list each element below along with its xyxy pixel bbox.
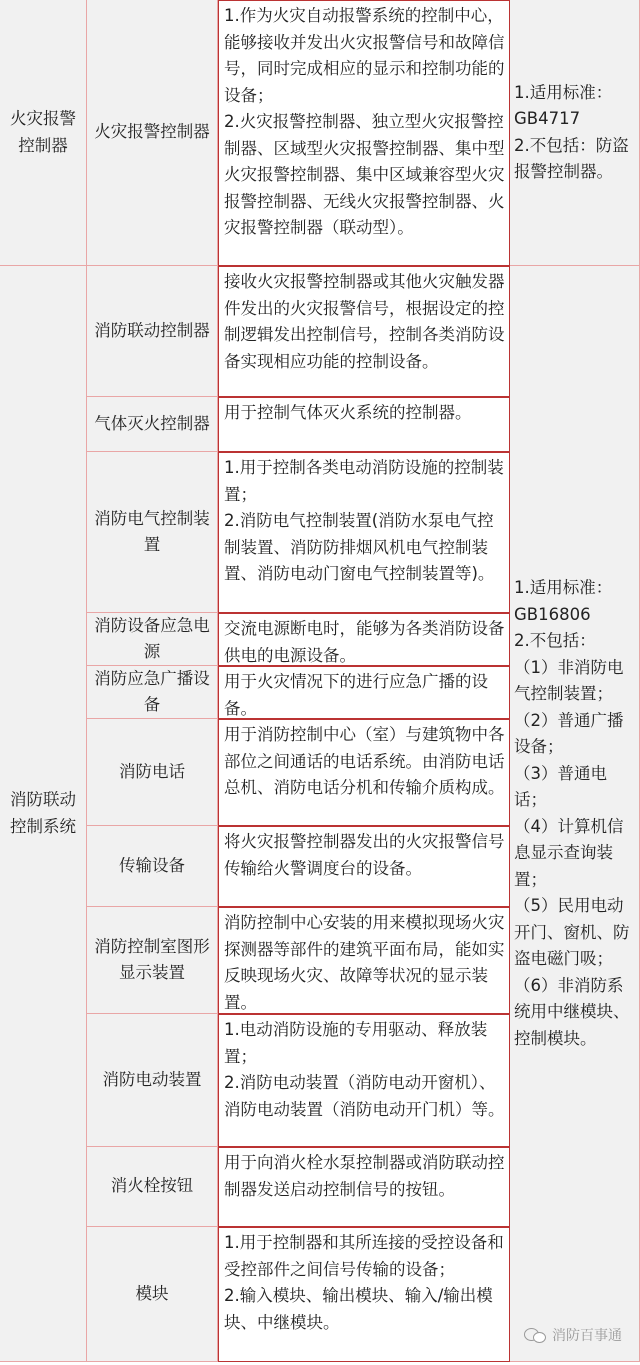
- description-line: 用于控制气体灭火系统的控制器。: [224, 403, 472, 422]
- name-cell: [87, 719, 218, 826]
- description-line: 交流电源断电时，能够为各类消防设备供电的电源设备。: [224, 619, 505, 665]
- description-line: 消防控制中心安装的用来模拟现场火灾探测器等部件的建筑平面布局，能如实反映现场火灾、故障等状况的显示装置。: [224, 913, 505, 1012]
- description-cell: [218, 666, 510, 719]
- notes-line: 1.适用标准：GB4717: [514, 82, 613, 128]
- watermark: [524, 1325, 622, 1345]
- name-cell: [87, 452, 218, 613]
- category-label: 消防联动控制系统: [10, 790, 76, 836]
- equipment-name: 火灾报警控制器: [94, 122, 210, 142]
- description-cell: [218, 266, 510, 397]
- description-cell: [218, 826, 510, 907]
- name-cell: [87, 0, 218, 266]
- notes-cell: [510, 0, 640, 266]
- description-cell: [218, 719, 510, 826]
- notes-line: （3）普通电话；: [514, 763, 607, 809]
- description-cell: [218, 613, 510, 666]
- category-cell-linkage: [0, 266, 87, 1362]
- equipment-name: 消防控制室图形显示装置: [94, 936, 210, 982]
- notes-line: （5）民用电动开门、窗机、防盗电磁门吸；: [514, 896, 630, 968]
- description-line: 用于消防控制中心（室）与建筑物中各部位之间通话的电话系统。由消防电话总机、消防电话分机和传输介质构成。: [224, 725, 505, 797]
- description-line: 1.用于控制器和其所连接的受控设备和受控部件之间信号传输的设备；: [224, 1233, 504, 1279]
- description-cell: [218, 1227, 510, 1362]
- name-cell: [87, 613, 218, 666]
- notes-line: 1.适用标准：GB16806: [514, 578, 613, 624]
- watermark-text: 消防百事通: [552, 1328, 622, 1344]
- description-cell: [218, 452, 510, 613]
- description-cell: [218, 397, 510, 452]
- description-cell: [218, 1147, 510, 1227]
- description-cell: [218, 1014, 510, 1147]
- description-line: 用于向消火栓水泵控制器或消防联动控制器发送启动控制信号的按钮。: [224, 1153, 505, 1199]
- equipment-name: 模块: [135, 1283, 169, 1303]
- description-line: 2.消防电气控制装置(消防水泵电气控制装置、消防防排烟风机电气控制装置、消防电动门窗电气控制装置等)。: [224, 511, 495, 583]
- equipment-name: 气体灭火控制器: [94, 413, 210, 433]
- equipment-name: 消防电气控制装置: [94, 508, 210, 554]
- name-cell: [87, 666, 218, 719]
- description-cell: [218, 907, 510, 1014]
- name-cell: [87, 266, 218, 397]
- equipment-name: 消防电动装置: [102, 1069, 202, 1089]
- description-line: 2.消防电动装置（消防电动开窗机）、消防电动装置（消防电动开门机）等。: [224, 1073, 505, 1119]
- description-line: 2.火灾报警控制器、独立型火灾报警控制器、区域型火灾报警控制器、集中型火灾报警控制器、集中区域兼容型火灾报警控制器、无线火灾报警控制器、火灾报警控制器（联动型）。: [224, 112, 505, 237]
- description-cell: [218, 0, 510, 266]
- category-cell-fire-alarm: [0, 0, 87, 266]
- equipment-name: 消防电话: [119, 761, 185, 781]
- name-cell: [87, 826, 218, 907]
- notes-line: 2.不包括：防盗报警控制器。: [514, 135, 629, 181]
- notes-line: （6）非消防系统用中继模块、控制模块。: [514, 975, 630, 1048]
- name-cell: [87, 907, 218, 1014]
- description-line: 1.用于控制各类电动消防设施的控制装置；: [224, 458, 504, 504]
- name-cell: [87, 1014, 218, 1147]
- description-line: 用于火灾情况下的进行应急广播的设备。: [224, 672, 488, 718]
- equipment-name: 消防应急广播设备: [94, 668, 210, 714]
- name-cell: [87, 1147, 218, 1227]
- notes-line: （2）普通广播设备；: [514, 710, 624, 756]
- notes-line: 2.不包括：: [514, 631, 596, 650]
- equipment-name: 消防联动控制器: [94, 320, 210, 340]
- description-line: 2.输入模块、输出模块、输入/输出模块、中继模块。: [224, 1286, 493, 1332]
- description-line: 1.作为火灾自动报警系统的控制中心，能够接收并发出火灾报警信号和故障信号，同时完成相应的显示和控制功能的设备；: [224, 6, 505, 105]
- category-label: 火灾报警控制器: [10, 109, 76, 155]
- description-line: 将火灾报警控制器发出的火灾报警信号传输给火警调度台的设备。: [224, 832, 505, 878]
- equipment-name: 消火栓按钮: [110, 1176, 194, 1196]
- wechat-icon: [524, 1327, 546, 1343]
- notes-line: （1）非消防电气控制装置；: [514, 657, 624, 703]
- notes-cell: [510, 266, 640, 1362]
- equipment-name: 传输设备: [119, 855, 185, 875]
- description-line: 接收火灾报警控制器或其他火灾触发器件发出的火灾报警信号，根据设定的控制逻辑发出控制信号，控制各类消防设备实现相应功能的控制设备。: [224, 272, 505, 371]
- equipment-name: 消防设备应急电源: [94, 615, 210, 661]
- name-cell: [87, 1227, 218, 1362]
- notes-line: （4）计算机信息显示查询装置；: [514, 816, 624, 889]
- name-cell: [87, 397, 218, 452]
- description-line: 1.电动消防设施的专用驱动、释放装置；: [224, 1020, 488, 1066]
